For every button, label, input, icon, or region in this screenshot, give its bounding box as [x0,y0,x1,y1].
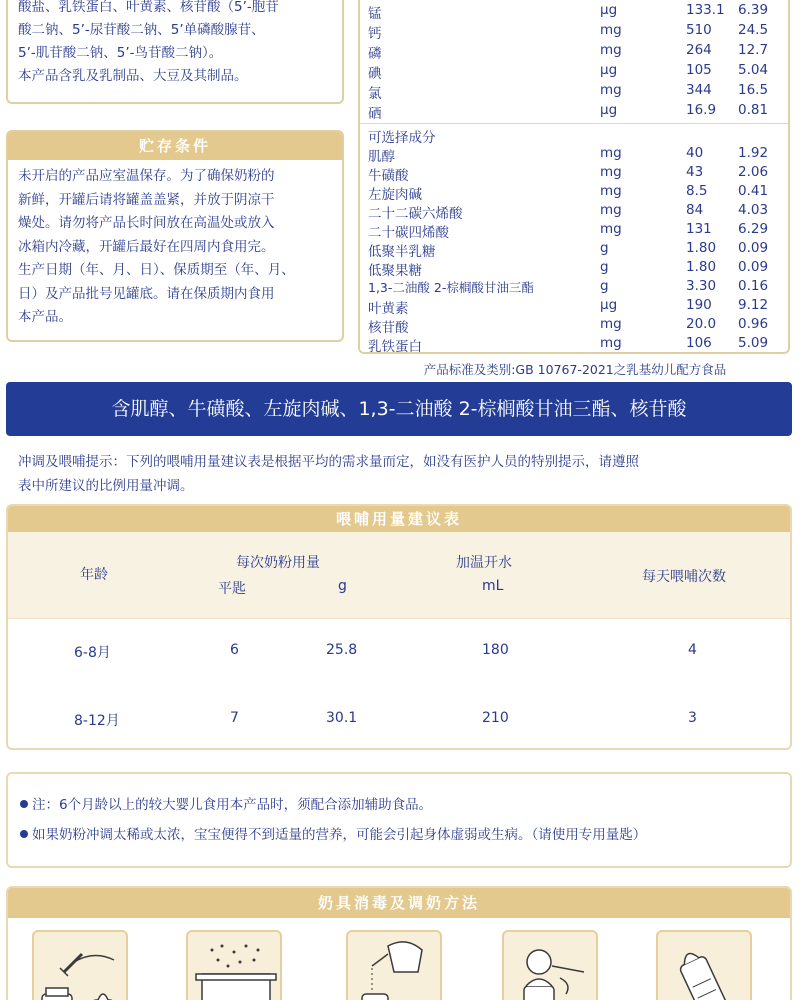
nutrient-value: 510 [686,22,712,38]
nutrient-value: 43 [686,164,704,180]
note-item [20,820,776,850]
preparation-tip [18,450,788,498]
nutrient-value-per: 2.06 [738,164,769,180]
nutrient-value-per: 0.81 [738,102,769,118]
nutrient-value-per: 5.09 [738,335,769,351]
nutrient-value: 106 [686,335,712,351]
nutrient-unit: μg [600,62,618,78]
bullet-icon [20,800,28,808]
header-gram: g [338,578,347,594]
nutrient-unit: mg [600,164,622,180]
nutrient-name: 二十碳四烯酸 [368,225,449,241]
header-water: 加温开水 [456,555,512,571]
row-gram: 30.1 [326,710,358,726]
nutrient-name: 锰 [368,6,382,22]
nutrient-name: 硒 [368,106,382,122]
feeding-table [6,504,792,750]
kettle-pour-icon [348,932,442,1000]
nutrient-name: 二十二碳六烯酸 [368,206,463,222]
ingredients-line: 酸盐、乳铁蛋白、叶黄素、核苷酸（5’-胞苷 [18,0,279,15]
nutrient-value-per: 0.09 [738,259,769,275]
nutrition-row [368,259,780,279]
nutrient-name: 叶黄素 [368,301,409,317]
nutrition-row [368,42,780,62]
nutrient-value-per: 6.39 [738,2,769,18]
header-ml: mL [482,578,504,594]
nutrient-unit: g [600,278,609,294]
note-text: 如果奶粉冲调太稀或太浓，宝宝便得不到适量的营养，可能会引起身体虚弱或生病。（请使用专用量匙） [32,827,647,843]
note-item [20,790,776,820]
nutrition-row [368,145,780,165]
preparation-tip-line: 表中所建议的比例用量冲调。 [18,478,194,494]
nutrient-value: 264 [686,42,712,58]
nutrient-name: 肌醇 [368,149,395,165]
shake-bottle-icon [658,932,752,1000]
nutrient-value-per: 12.7 [738,42,769,58]
step-wash-bottle-illustration [32,930,128,1000]
nutrient-unit: g [600,240,609,256]
nutrient-unit: μg [600,102,618,118]
nutrient-unit: mg [600,202,622,218]
nutrient-value-per: 1.92 [738,145,769,161]
sterilization-section [6,886,792,1000]
nutrient-name: 核苷酸 [368,320,409,336]
nutrient-value-per: 24.5 [738,22,769,38]
storage-line: 本产品。 [18,309,72,325]
ingredients-line: 5’-肌苷酸二钠、5’-鸟苷酸二钠）。 [18,45,223,61]
nutrient-value: 20.0 [686,316,717,332]
optional-label: 可选择成分 [368,130,436,146]
header-scoop: 平匙 [218,581,246,597]
storage-line: 新鲜，开罐后请将罐盖盖紧，并放于阴凉干 [18,191,275,208]
step-boil-illustration [186,930,282,1000]
nutrient-value-per: 0.41 [738,183,769,199]
row-scoop: 6 [230,642,239,658]
allergen-line: 本产品含乳及乳制品、大豆及其制品。 [18,68,248,84]
nutrition-row [368,22,780,42]
nutrient-unit: mg [600,316,622,332]
table-divider [8,618,790,619]
nutrient-unit: mg [600,82,622,98]
notes-box [6,772,792,868]
nutrition-row [368,335,780,355]
feeding-table-header [8,532,790,618]
nutrition-row [368,221,780,241]
ingredients-line: 酸二钠、5’-尿苷酸二钠、5’单磷酸腺苷、 [18,22,265,38]
boiling-pot-icon [188,932,282,1000]
powder-scoop-icon [504,932,598,1000]
nutrient-name: 左旋肉碱 [368,187,422,203]
row-age: 6-8月 [74,645,111,661]
storage-body [8,160,342,330]
nutrient-unit: mg [600,221,622,237]
nutrient-value: 40 [686,145,704,161]
nutrient-value-per: 4.03 [738,202,769,218]
storage-line: 冰箱内冷藏，开罐后最好在四周内食用完。 [18,238,275,255]
ingredients-box [6,0,344,104]
nutrient-name: 碘 [368,66,382,82]
header-powder: 每次奶粉用量 [236,555,320,571]
nutrient-name: 1,3-二油酸 2-棕榈酸甘油三酯 [368,280,534,295]
row-water: 210 [482,710,509,726]
table-divider [360,123,788,124]
header-times: 每天喂哺次数 [642,569,726,585]
step-add-powder-illustration [502,930,598,1000]
nutrient-name: 氯 [368,86,382,102]
nutrition-row [368,183,780,203]
nutrient-value-per: 16.5 [738,82,769,98]
nutrient-unit: μg [600,2,618,18]
nutrition-row [368,82,780,102]
nutrient-name: 低聚果糖 [368,263,422,279]
storage-line: 生产日期（年、月、日）、保质期至（年、月、 [18,262,295,278]
note-text: 注：6个月龄以上的较大婴儿食用本产品时，须配合添加辅助食品。 [32,797,433,813]
nutrient-unit: mg [600,22,622,38]
row-age: 8-12月 [74,713,120,729]
nutrient-value: 133.1 [686,2,725,18]
nutrition-row [368,240,780,260]
row-gram: 25.8 [326,642,358,658]
nutrient-unit: g [600,259,609,275]
nutrition-row [368,278,780,298]
nutrient-value-per: 6.29 [738,221,769,237]
nutrition-row [368,164,780,184]
product-standard: 产品标准及类别:GB 10767-2021之乳基幼儿配方食品 [423,362,727,377]
step-shake-bottle-illustration [656,930,752,1000]
nutrient-unit: mg [600,335,622,351]
nutrient-value-per: 0.09 [738,240,769,256]
nutrient-value-per: 9.12 [738,297,769,313]
nutrition-row [368,102,780,122]
nutrient-unit: mg [600,42,622,58]
nutrient-value-per: 0.96 [738,316,769,332]
nutrient-unit: mg [600,183,622,199]
storage-box [6,130,344,342]
storage-line: 未开启的产品应室温保存。为了确保奶粉的 [18,168,275,184]
nutrient-unit: mg [600,145,622,161]
nutrient-unit: μg [600,297,618,313]
row-water: 180 [482,642,509,658]
storage-line: 燥处。请勿将产品长时间放在高温处或放入 [18,215,275,231]
header-age: 年龄 [80,567,108,583]
feature-banner: 含肌醇、牛磺酸、左旋肉碱、1,3-二油酸 2-棕榈酸甘油三酯、核苷酸 [6,382,792,436]
nutrient-name: 牛磺酸 [368,168,409,184]
nutrition-section-label [368,126,780,146]
preparation-tip-line: 冲调及喂哺提示：下列的喂哺用量建议表是根据平均的需求量而定，如没有医护人员的特别提示，请遵照 [18,454,639,470]
nutrition-row [368,62,780,82]
nutrient-name: 乳铁蛋白 [368,339,422,355]
nutrient-value: 131 [686,221,712,237]
nutrient-value: 84 [686,202,704,218]
nutrient-value: 190 [686,297,712,313]
wash-bottle-icon [34,932,128,1000]
row-scoop: 7 [230,710,239,726]
nutrient-name: 低聚半乳糖 [368,244,436,260]
nutrition-row [368,297,780,317]
storage-title: 贮存条件 [8,132,342,160]
row-times: 4 [688,642,697,658]
step-pour-water-illustration [346,930,442,1000]
nutrition-row [368,316,780,336]
feeding-table-title: 喂哺用量建议表 [8,506,790,532]
nutrient-value-per: 5.04 [738,62,769,78]
storage-line: 日）及产品批号见罐底。请在保质期内食用 [18,285,275,302]
nutrient-value: 3.30 [686,278,717,294]
nutrient-name: 钙 [368,26,382,42]
nutrient-value: 1.80 [686,259,717,275]
nutrient-value: 8.5 [686,183,708,199]
nutrient-value: 1.80 [686,240,717,256]
nutrient-value: 344 [686,82,712,98]
nutrition-row [368,2,780,22]
nutrient-value-per: 0.16 [738,278,769,294]
nutrient-name: 磷 [368,46,382,62]
nutrition-row [368,202,780,222]
nutrition-table [358,0,790,354]
row-times: 3 [688,710,697,726]
sterilization-title: 奶具消毒及调奶方法 [8,888,790,918]
bullet-icon [20,830,28,838]
nutrient-value: 16.9 [686,102,717,118]
nutrient-value: 105 [686,62,712,78]
